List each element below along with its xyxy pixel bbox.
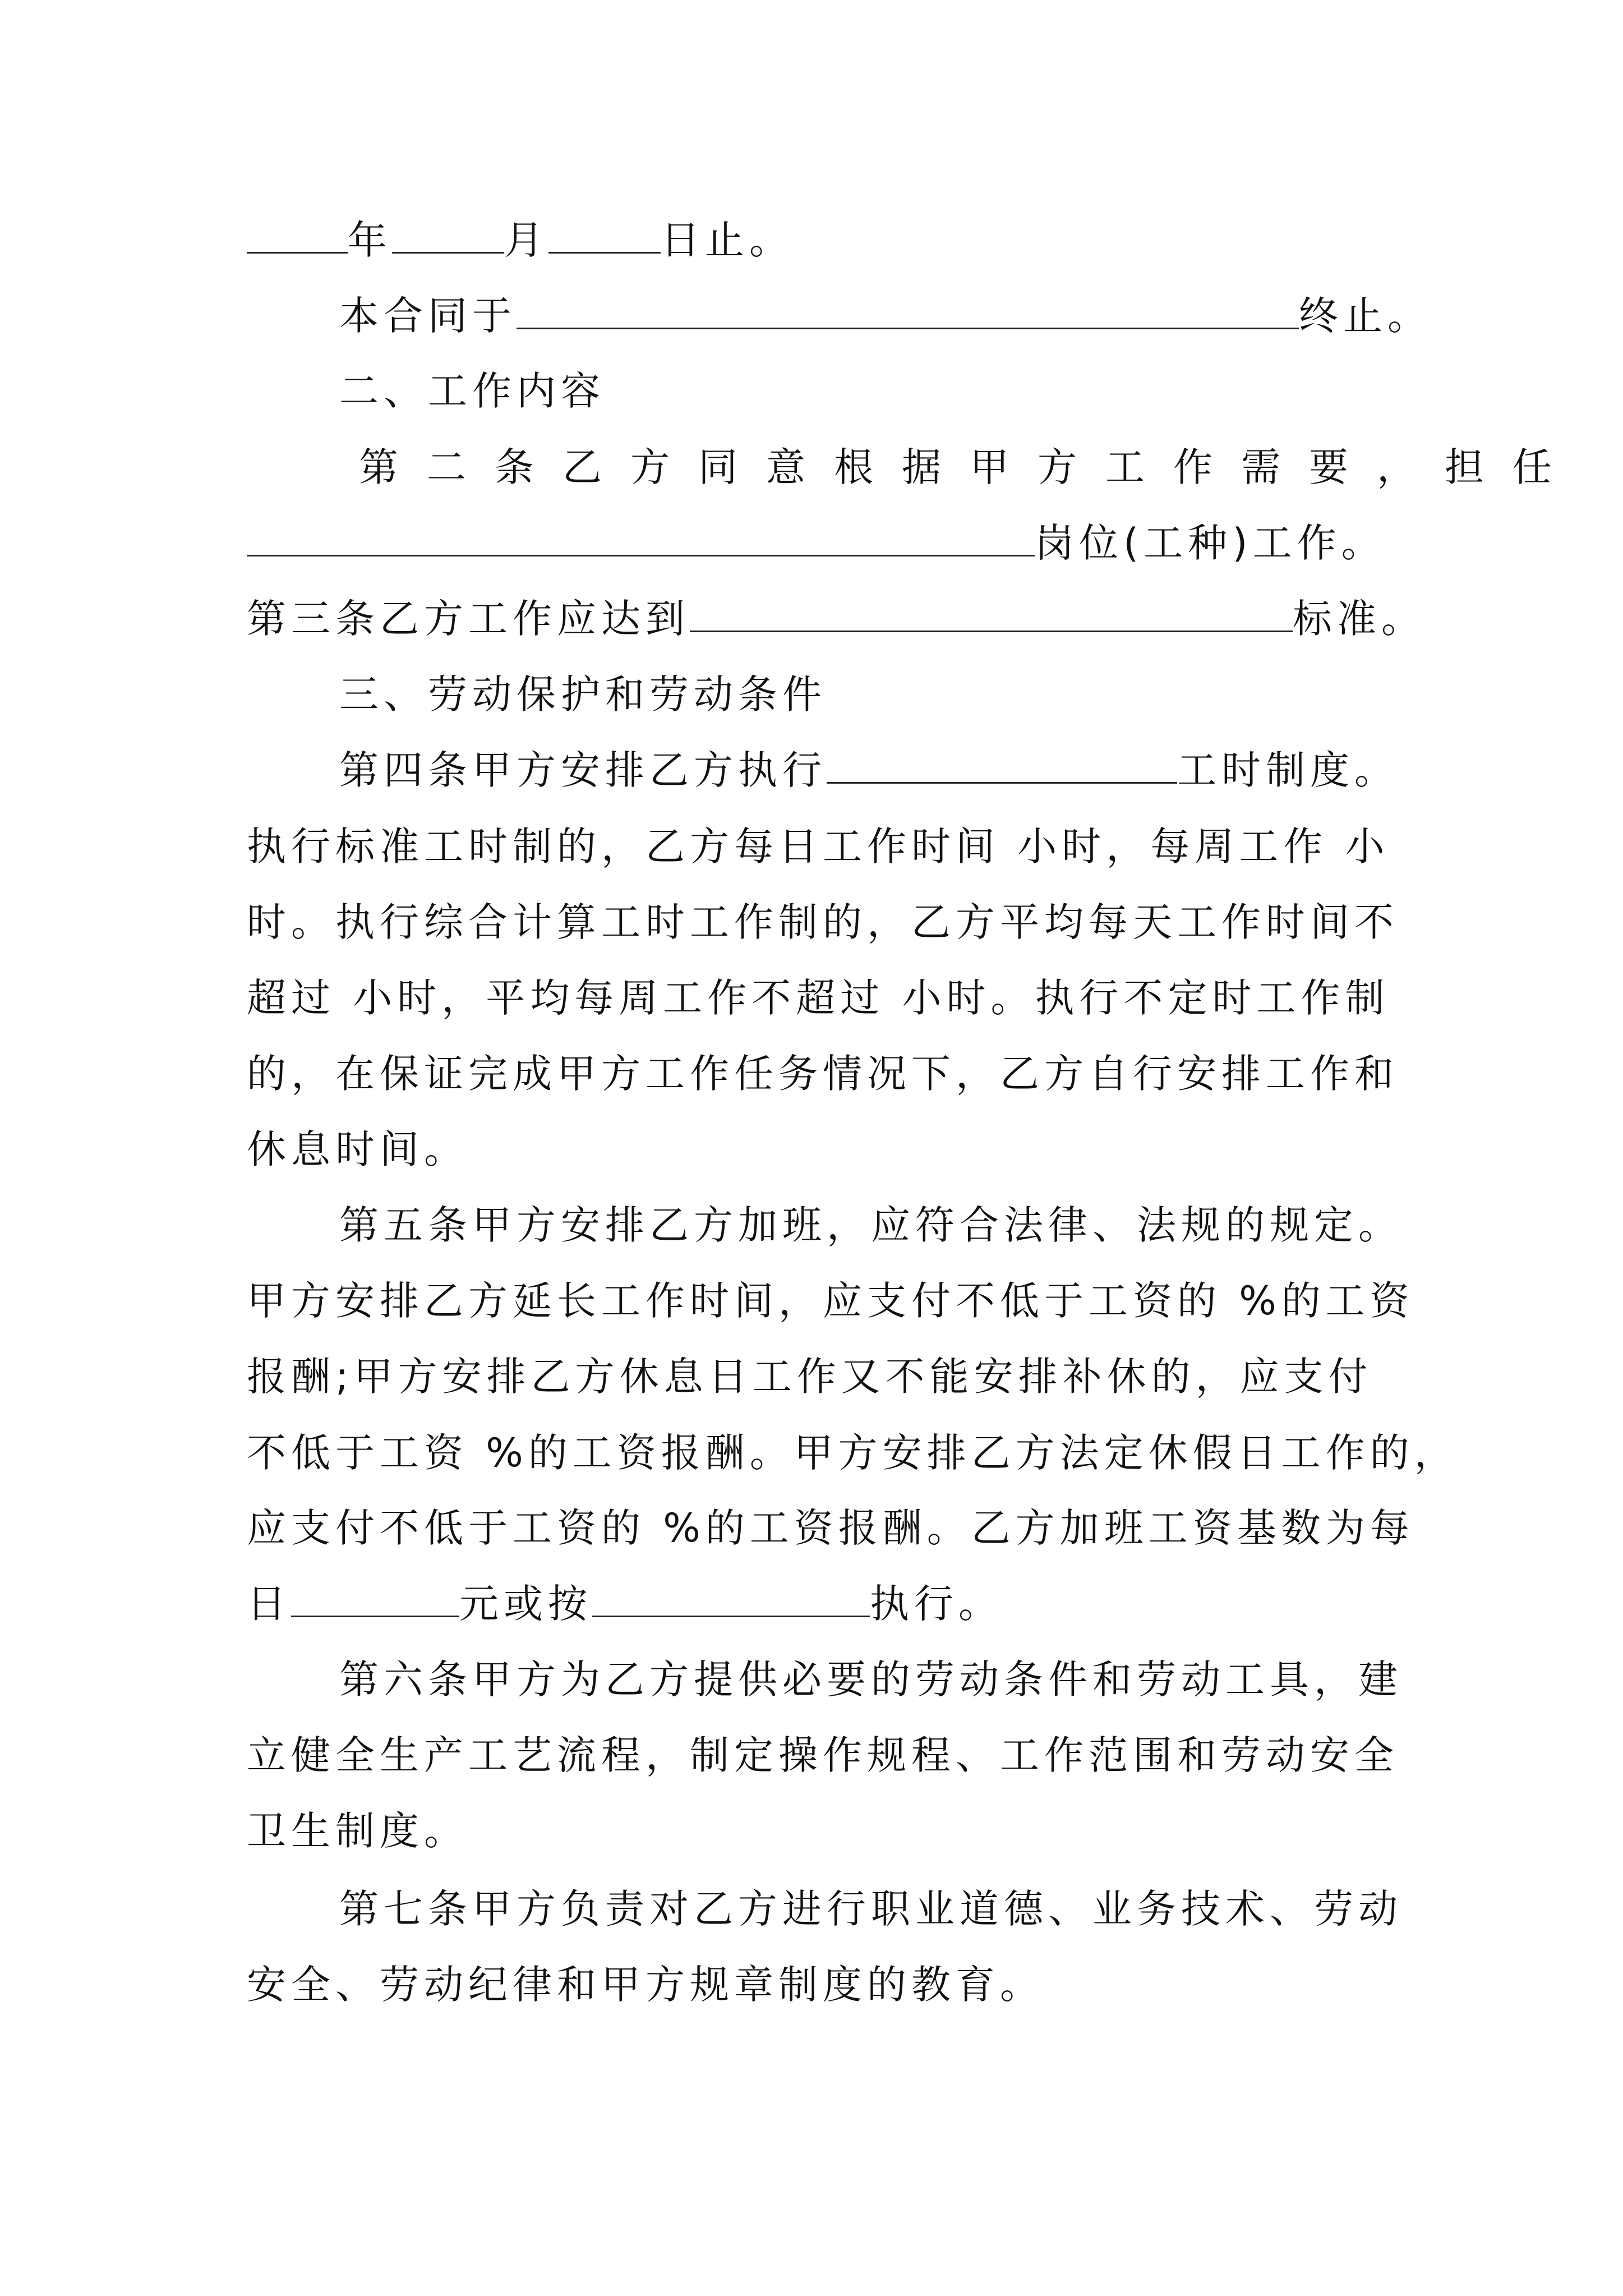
article-2-line-2 xyxy=(247,509,1424,577)
blank-position xyxy=(247,512,1035,556)
blank-termination xyxy=(517,285,1299,329)
line-contract-termination xyxy=(339,282,1517,349)
article-4-suffix: 工时制度。 xyxy=(1177,747,1399,793)
article-4-line-5: 的，在保证完成甲方工作任务情况下，乙方自行安排工作和 xyxy=(247,1051,1399,1097)
overtime-base-suffix: 执行。 xyxy=(870,1581,1003,1627)
article-4-line-1 xyxy=(339,737,1517,804)
article-5-line-6 xyxy=(247,1570,1424,1637)
label-day-end: 日止。 xyxy=(661,217,794,263)
overtime-base-prefix: 日 xyxy=(247,1581,291,1627)
article-6-line-3: 卫生制度。 xyxy=(247,1808,468,1854)
article-3-line xyxy=(247,585,1424,652)
termination-suffix: 终止。 xyxy=(1299,293,1432,339)
termination-prefix: 本合同于 xyxy=(339,293,517,339)
article-5-line-4: 不低于工资 %的工资报酬。甲方安排乙方法定休假日工作的， xyxy=(247,1430,1459,1476)
blank-standard-basis xyxy=(592,1573,870,1617)
blank-standard xyxy=(690,588,1293,632)
label-year: 年 xyxy=(348,217,392,263)
article-5-line-5: 应支付不低于工资的 %的工资报酬。乙方加班工资基数为每 xyxy=(247,1505,1414,1551)
article-7-line-1: 第七条甲方负责对乙方进行职业道德、业务技术、劳动 xyxy=(339,1886,1403,1932)
line-date-end xyxy=(247,206,1424,274)
blank-daily-amount xyxy=(291,1573,459,1617)
article-6-line-1: 第六条甲方为乙方提供必要的劳动条件和劳动工具，建 xyxy=(339,1657,1403,1703)
article-2-line-1: 第二条乙方同意根据甲方工作需要，担任 xyxy=(359,444,1580,490)
article-5-line-1: 第五条甲方安排乙方加班，应符合法律、法规的规定。 xyxy=(339,1202,1403,1248)
blank-month xyxy=(392,209,504,254)
article-6-line-2: 立健全生产工艺流程，制定操作规程、工作范围和劳动安全 xyxy=(247,1732,1399,1778)
article-3-suffix: 标准。 xyxy=(1293,596,1426,642)
article-5-line-3: 报酬;甲方安排乙方休息日工作又不能安排补休的，应支付 xyxy=(247,1354,1373,1400)
label-month: 月 xyxy=(504,217,548,263)
article-4-line-2: 执行标准工时制的，乙方每日工作时间 小时，每周工作 小 xyxy=(247,823,1390,869)
article-4-line-4: 超过 小时，平均每周工作不超过 小时。执行不定时工作制 xyxy=(247,975,1390,1021)
article-4-line-6: 休息时间。 xyxy=(247,1126,468,1172)
section-heading-work-content: 二、工作内容 xyxy=(339,368,605,414)
blank-working-hours xyxy=(827,739,1177,784)
article-4-line-3: 时。执行综合计算工时工作制的，乙方平均每天工作时间不 xyxy=(247,899,1399,945)
article-7-line-2: 安全、劳动纪律和甲方规章制度的教育。 xyxy=(247,1962,1044,2008)
article-5-line-2: 甲方安排乙方延长工作时间，应支付不低于工资的 %的工资 xyxy=(247,1278,1414,1324)
article-4-prefix: 第四条甲方安排乙方执行 xyxy=(339,747,827,793)
blank-day xyxy=(548,209,661,254)
overtime-base-middle: 元或按 xyxy=(459,1581,592,1627)
position-suffix: 岗位(工种)工作。 xyxy=(1035,520,1386,566)
blank-year xyxy=(247,209,348,254)
article-3-prefix: 第三条乙方工作应达到 xyxy=(247,596,690,642)
section-heading-labor-protection: 三、劳动保护和劳动条件 xyxy=(339,671,827,717)
